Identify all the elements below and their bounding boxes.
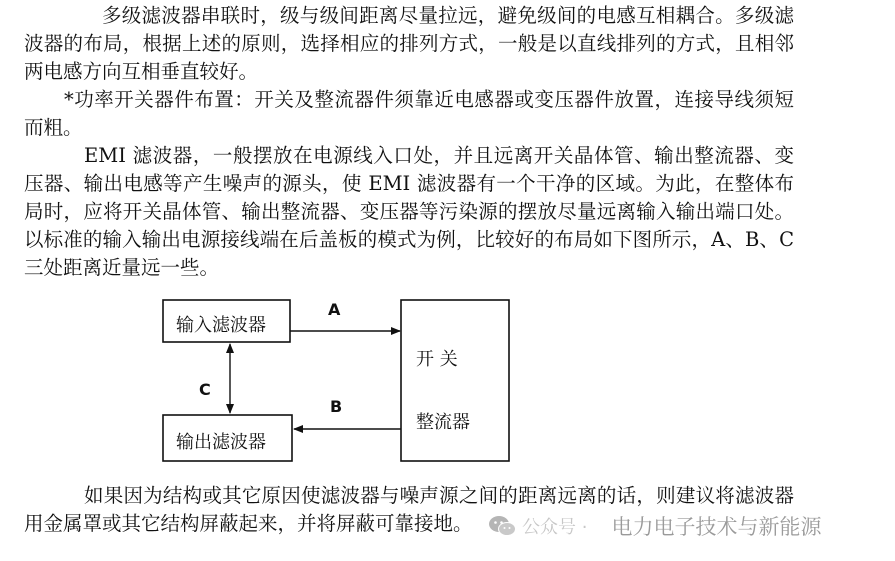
paragraph-power-switch-layout: *功率开关器件布置：开关及整流器件须靠近电感器或变压器件放置，连接导线须短而粗。 — [24, 88, 794, 139]
label-b: B — [330, 397, 343, 416]
paragraph-1-first-line: 多级滤波器串联时，级与级间距离尽量拉远，避免级间的电感互相耦合。 — [102, 4, 735, 27]
output-filter-label: 输出滤波器 — [176, 432, 266, 453]
switch-rectifier-box — [401, 300, 509, 461]
wechat-icon — [488, 514, 516, 538]
watermark — [488, 511, 821, 541]
label-a: A — [328, 300, 341, 319]
paragraph-shielding: 如果因为结构或其它原因使滤波器与噪声源之间的距离远离的话，则建议将滤波器用金属罩或其它结构屏蔽起来，并将屏蔽可靠接地。 — [24, 484, 794, 535]
label-c: C — [199, 380, 211, 399]
paragraph-emi-filter: EMI 滤波器，一般摆放在电源线入口处，并且远离开关晶体管、输出整流器、变压器、输出电感等产生噪声的源头，使 EMI 滤波器有一个干净的区域。为此，在整体布局时，应将开关晶体管、输出整流器、变压器等污染源的摆放尽量远离输入输出端口处。以标准的输入输出电源接线端在后盖板的模式为例，比较好的布局如下图所示，A、B、C 三处距离近量远一些。 — [24, 144, 794, 279]
paragraph-1-rest: 多级滤波器的布局，根据上述的原则，选择相应的排列方式，一般是以直线排列的方式，且相邻两电感方向互相垂直较好。 — [24, 4, 794, 83]
paragraph-multistage-filter — [24, 2, 794, 86]
watermark-account: 电力电子技术与新能源 — [611, 515, 822, 539]
switch-label: 开 关 — [416, 349, 458, 370]
layout-diagram — [150, 290, 530, 470]
input-filter-label: 输入滤波器 — [176, 315, 266, 336]
rectifier-label: 整流器 — [416, 412, 470, 433]
watermark-source: 公众号 · — [522, 517, 588, 538]
